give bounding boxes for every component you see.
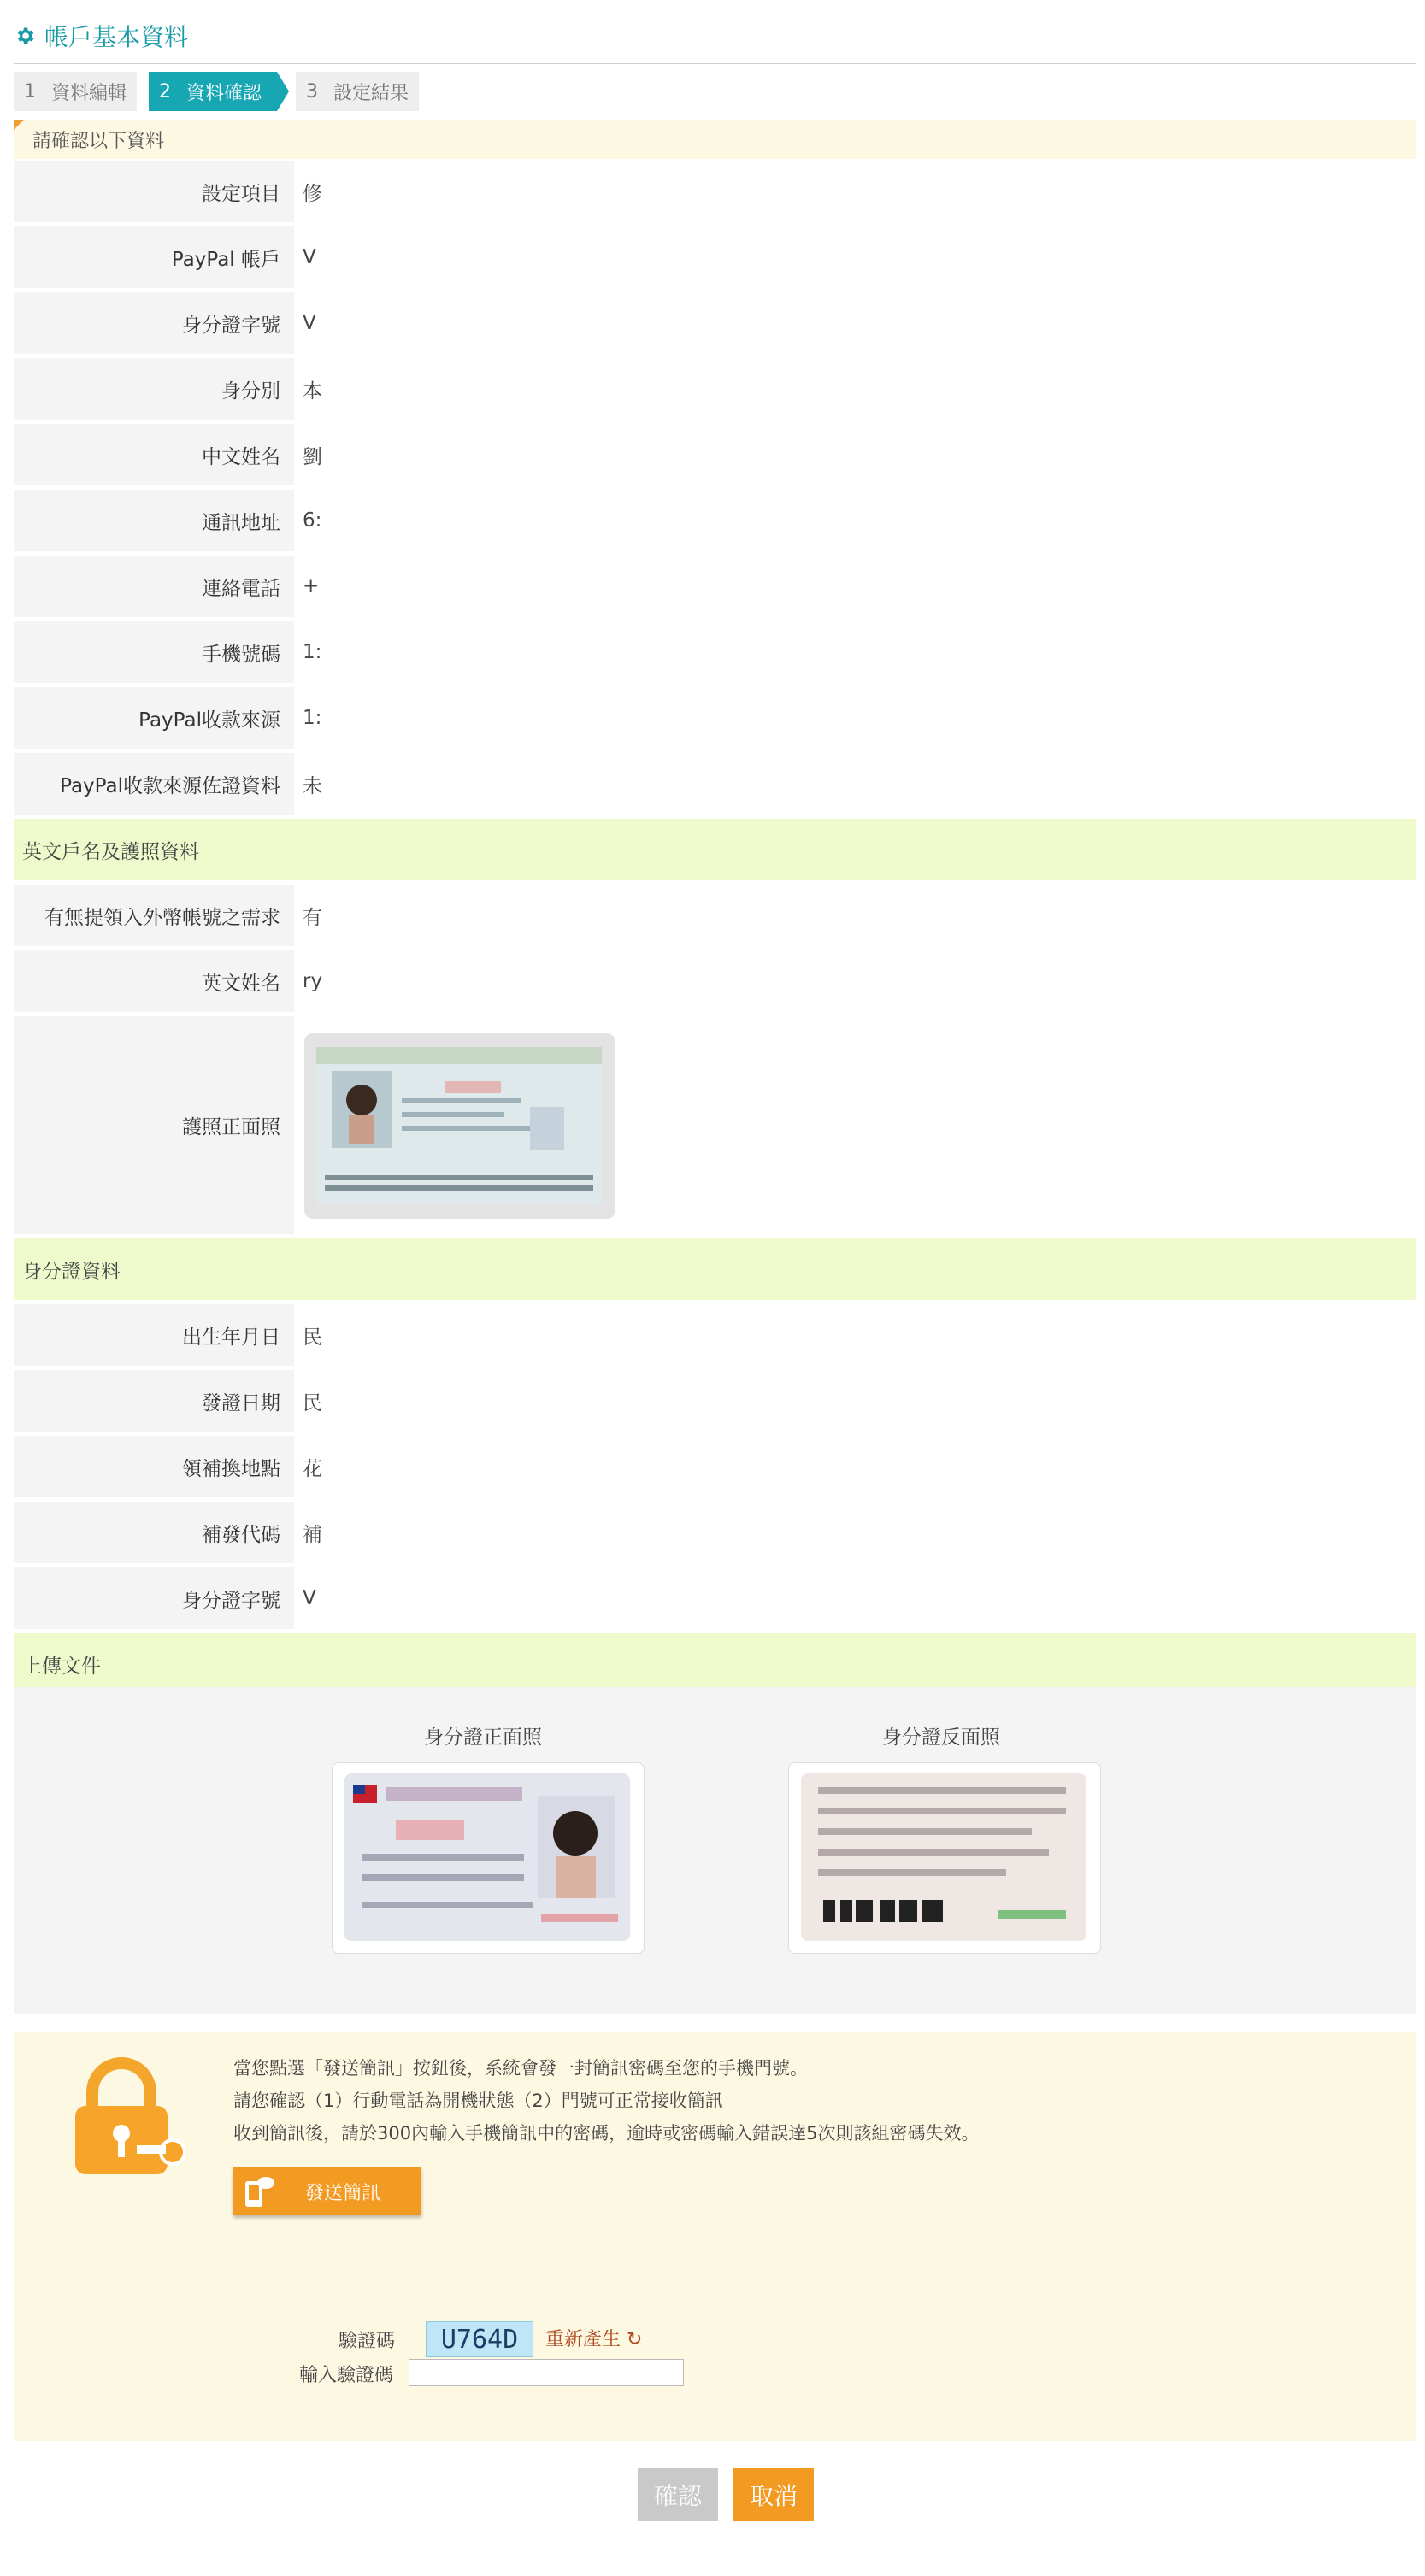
row-value-text: V: [303, 312, 316, 334]
id-front-image: [344, 1773, 630, 1941]
row-value: [294, 424, 1416, 485]
row-value: [294, 1016, 1416, 1234]
table-row: [14, 424, 1416, 490]
row-value-text: 6:: [303, 509, 322, 532]
table-row: [14, 1370, 1416, 1436]
row-label: 設定項目: [202, 182, 280, 205]
row-value-text: 民: [303, 1326, 322, 1349]
row-label: 身分證字號: [182, 1589, 280, 1612]
upload-documents: [14, 1687, 1416, 2014]
send-sms-label: 發送簡訊: [304, 2182, 380, 2204]
page-title: [14, 17, 188, 55]
table-row: [14, 556, 1416, 621]
refresh-icon: ↻: [627, 2329, 643, 2350]
step-1-label: 資料編輯: [51, 82, 127, 104]
id-back-photo[interactable]: [788, 1762, 1101, 1954]
lock-key-icon: [63, 2060, 191, 2179]
table-row: [14, 1436, 1416, 1502]
row-label: 連絡電話: [202, 577, 280, 600]
row-label: 護照正面照: [182, 1116, 280, 1138]
regenerate-label: 重新產生: [545, 2329, 621, 2350]
row-label: 身分證字號: [182, 314, 280, 337]
row-label: 通訊地址: [202, 511, 280, 534]
row-value-text: 補: [303, 1523, 322, 1546]
page-title-text: 帳戶基本資料: [44, 23, 189, 51]
row-label: 補發代碼: [202, 1523, 280, 1546]
table-row: [14, 1567, 1416, 1633]
step-3: [296, 72, 419, 111]
section-header-passport: 英文戶名及護照資料: [14, 819, 1416, 885]
row-value: [294, 950, 1416, 1012]
phone-message-icon: [242, 2174, 276, 2208]
id-back-label: 身分證反面照: [882, 1726, 1000, 1749]
sms-instruction-1: 當您點選「發送簡訊」按鈕後，系統會發一封簡訊密碼至您的手機門號。: [233, 2058, 808, 2079]
row-value-text: 民: [303, 1391, 322, 1414]
step-1: [14, 72, 137, 111]
row-label: 手機號碼: [202, 643, 280, 666]
row-label: 發證日期: [202, 1391, 280, 1414]
row-label: PayPal收款來源佐證資料: [60, 774, 280, 797]
table-row: [14, 621, 1416, 687]
row-value-text: +: [303, 575, 320, 597]
row-label: PayPal 帳戶: [171, 248, 280, 271]
table-row: [14, 687, 1416, 753]
sms-instruction-3: 收到簡訊後，請於300內輸入手機簡訊中的密碼，逾時或密碼輸入錯誤達5次則該組密碼失效。: [233, 2123, 980, 2144]
table-row: [14, 753, 1416, 819]
row-value-text: 1:: [303, 707, 322, 729]
row-value-text: 未: [303, 774, 322, 797]
table-row: [14, 292, 1416, 358]
step-2-label: 資料確認: [186, 82, 262, 104]
sms-verification-panel: [14, 2032, 1416, 2441]
row-value: [294, 885, 1416, 946]
row-value-text: V: [303, 1587, 316, 1609]
row-value: [294, 687, 1416, 749]
passport-image: [316, 1047, 602, 1204]
id-back-image: [801, 1773, 1086, 1941]
row-label: 出生年月日: [182, 1326, 280, 1349]
data-table: [14, 161, 1416, 1699]
row-value: [294, 292, 1416, 354]
row-value: [294, 1567, 1416, 1629]
section-header-upload: 上傳文件: [14, 1633, 1416, 1699]
row-label: 英文姓名: [202, 972, 280, 995]
row-value: [294, 1370, 1416, 1432]
row-value-text: V: [303, 246, 316, 268]
cancel-button[interactable]: 取消: [733, 2468, 814, 2521]
captcha-label: 驗證碼: [339, 2331, 396, 2352]
id-front-photo[interactable]: [332, 1762, 645, 1954]
table-row: [14, 490, 1416, 556]
row-value-text: ry: [303, 970, 323, 992]
row-label: 領補換地點: [182, 1457, 280, 1480]
title-divider: [14, 63, 1416, 64]
row-label: 身分別: [221, 379, 280, 403]
sms-instruction-2: 請您確認（1）行動電話為開機狀態（2）門號可正常接收簡訊: [233, 2091, 723, 2111]
row-value-text: 花: [303, 1457, 322, 1480]
table-row: [14, 1502, 1416, 1567]
table-row: [14, 161, 1416, 226]
passport-photo[interactable]: [304, 1033, 615, 1219]
row-value: [294, 1436, 1416, 1497]
row-value-text: 本: [303, 379, 322, 403]
section-header-id: 身分證資料: [14, 1238, 1416, 1304]
regenerate-captcha-link[interactable]: [545, 2325, 642, 2351]
row-value-text: 劉: [303, 445, 322, 468]
confirm-notice-text: 請確認以下資料: [32, 130, 165, 152]
table-row: [14, 358, 1416, 424]
step-indicator: [14, 72, 427, 111]
row-value: [294, 1304, 1416, 1366]
table-row: [14, 885, 1416, 950]
send-sms-button[interactable]: [233, 2167, 421, 2215]
table-row-passport-photo: [14, 1016, 1416, 1238]
captcha-input[interactable]: [409, 2359, 684, 2386]
row-value: [294, 490, 1416, 551]
row-value: [294, 753, 1416, 815]
row-value: [294, 1502, 1416, 1563]
step-2-active: [149, 72, 277, 111]
table-row: [14, 226, 1416, 292]
row-value: [294, 226, 1416, 288]
table-row: [14, 1304, 1416, 1370]
row-label: PayPal收款來源: [138, 709, 280, 732]
row-value-text: 修: [303, 182, 322, 205]
step-3-label: 設定結果: [333, 82, 409, 104]
step-3-number: 3: [306, 80, 319, 103]
row-value-text: 1:: [303, 641, 322, 663]
confirm-notice: [14, 120, 1416, 159]
row-value: [294, 358, 1416, 420]
id-front-label: 身分證正面照: [424, 1726, 542, 1749]
row-label: 中文姓名: [202, 445, 280, 468]
confirm-button[interactable]: 確認: [638, 2468, 718, 2521]
row-label: 有無提領入外幣帳號之需求: [44, 906, 280, 929]
gear-icon: [14, 25, 36, 47]
table-row: [14, 950, 1416, 1016]
captcha-input-label: 輸入驗證碼: [299, 2365, 394, 2386]
row-value-text: 有: [303, 906, 322, 929]
step-2-number: 2: [159, 80, 172, 103]
captcha-image: U764D: [426, 2321, 533, 2357]
row-value: [294, 621, 1416, 683]
row-value: [294, 161, 1416, 222]
corner-marker: [14, 120, 24, 130]
row-value: [294, 556, 1416, 617]
step-1-number: 1: [24, 80, 36, 103]
